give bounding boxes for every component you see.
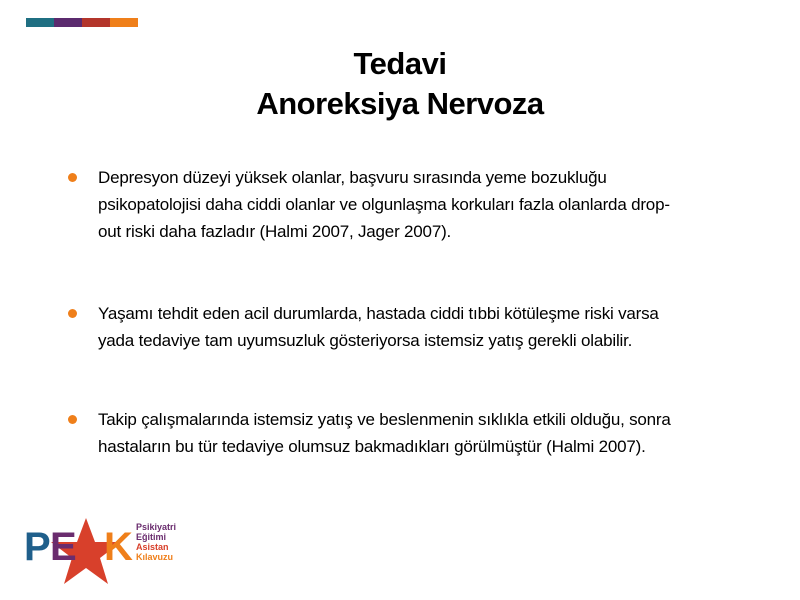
bullet-dot-icon bbox=[68, 309, 77, 318]
peak-logo-mark-icon bbox=[24, 516, 136, 588]
slide-title bbox=[0, 44, 800, 124]
title-line-1: Tedavi bbox=[353, 46, 447, 81]
bar-red bbox=[82, 18, 110, 27]
logo-line-2: Eğitimi bbox=[136, 532, 167, 542]
bar-orange bbox=[110, 18, 138, 27]
logo-line-3: Asistan bbox=[136, 542, 169, 552]
bar-teal bbox=[26, 18, 54, 27]
title-line-2: Anoreksiya Nervoza bbox=[256, 86, 544, 121]
bullet-text: Takip çalışmalarında istemsiz yatış ve beslenmenin sıklıkla etkili olduğu, sonra hastaların bu tür tedaviye olumsuz bakmadıkları görülmüştür (Halmi 2007). bbox=[98, 410, 671, 456]
logo-letter-e: E bbox=[50, 525, 77, 569]
logo-tagline bbox=[136, 522, 176, 562]
top-decorative-bars bbox=[26, 18, 138, 27]
logo-line-1: Psikiyatri bbox=[136, 522, 177, 532]
logo-line-4: Kılavuzu bbox=[136, 552, 174, 562]
bullet-text: Depresyon düzeyi yüksek olanlar, başvuru sırasında yeme bozukluğu psikopatolojisi daha ciddi olanlar ve olgunlaşma korkuları fazla olanlarda drop- out riski daha fazladır (Halmi 2007, Jager 2007). bbox=[98, 168, 670, 241]
bar-purple bbox=[54, 18, 82, 27]
logo-letter-k: K bbox=[104, 525, 133, 569]
bullet-dot-icon bbox=[68, 415, 77, 424]
bullet-text: Yaşamı tehdit eden acil durumlarda, hastada ciddi tıbbi kötüleşme riski varsa yada tedaviye tam uyumsuzluk gösteriyorsa istemsiz yatış gerekli olabilir. bbox=[98, 304, 659, 350]
peak-logo bbox=[24, 516, 194, 588]
logo-letter-p: P bbox=[24, 525, 51, 569]
bullet-dot-icon bbox=[68, 173, 77, 182]
